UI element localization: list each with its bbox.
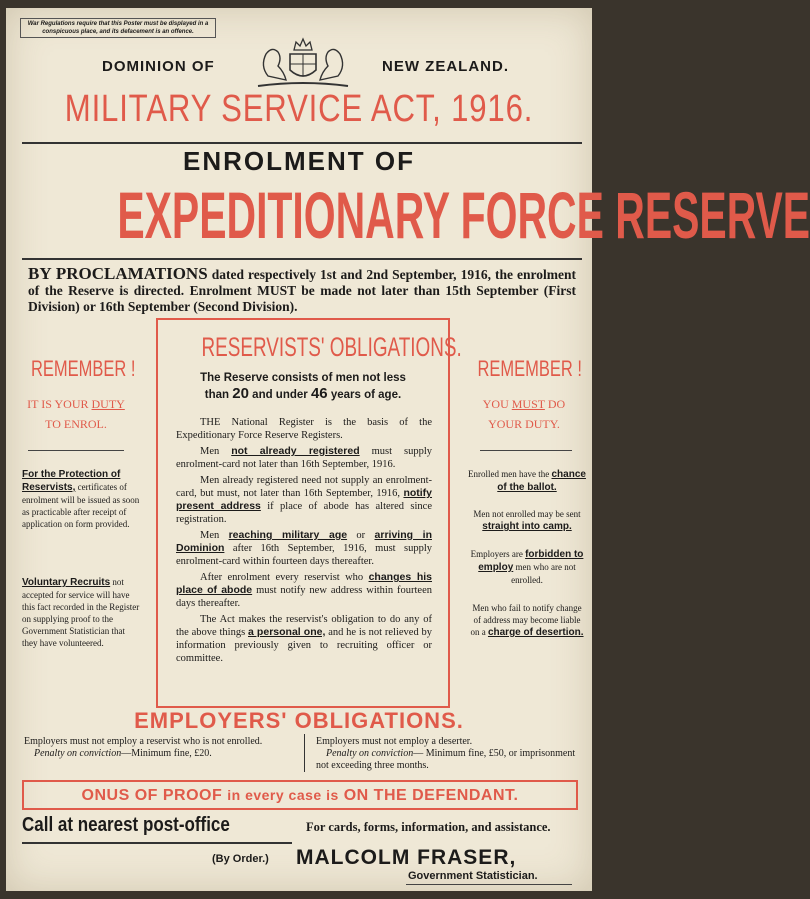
war-regulations-notice: War Regulations require that this Poster must be displayed in a conspicuous place, and its defacement is an offence.: [20, 18, 216, 38]
left-line1b: DUTY: [91, 397, 125, 411]
divider: [22, 258, 582, 260]
age-b: than: [204, 389, 230, 401]
proclamation-text: [28, 266, 576, 315]
ob-p3a: Men already registered need not supply an enrolment-card, but must, not later than 16th September, 1916,: [176, 475, 432, 499]
poster: [6, 8, 810, 891]
employers-divider: [304, 734, 305, 772]
ob-p1: THE National Register is the basis of the Expeditionary Force Reserve Registers.: [176, 417, 432, 441]
obligations-title: RESERVISTS' OBLIGATIONS.: [201, 332, 462, 362]
age-c: and under: [252, 389, 308, 401]
emp-r2b: — Minimum fine, £50, or imprisonment not exceeding three months.: [316, 748, 576, 771]
ob-p5c: must notify new address within fourteen days thereafter.: [176, 585, 433, 609]
right-desertion: [468, 602, 586, 639]
right-line1a: YOU: [482, 397, 509, 411]
age-d: years of age.: [330, 389, 402, 401]
left-protection: [22, 468, 140, 530]
main-title: EXPEDITIONARY FORCE RESERVE: [117, 178, 810, 252]
des-a: Men who fail to notify change of address may become liable on a: [470, 603, 582, 637]
employers-left: [24, 736, 294, 760]
right-employers: [468, 548, 586, 586]
divider: [22, 842, 292, 844]
ob-p4: [176, 529, 432, 568]
onus-b: in every case is: [227, 787, 339, 803]
employers-right: [316, 736, 584, 772]
ob-p5b: changes his place of abode: [176, 571, 432, 596]
emp-l2b: —Minimum fine, £20.: [121, 748, 212, 759]
emp-r1: Employers must not employ a deserter.: [316, 736, 473, 747]
right-remember: REMEMBER !: [477, 356, 583, 381]
ob-p5: [176, 571, 432, 610]
ballot-a: Enrolled men have the: [468, 469, 550, 479]
emp-c: men who are not enrolled.: [511, 562, 576, 585]
ob-p4a: Men: [200, 530, 220, 541]
ob-p2: [176, 445, 432, 471]
employers-title: EMPLOYERS' OBLIGATIONS.: [134, 708, 464, 733]
onus-a: ONUS OF PROOF: [81, 787, 223, 804]
header-new-zealand: NEW ZEALAND.: [382, 58, 509, 75]
age-a: The Reserve consists of men not less: [200, 372, 406, 384]
ob-p4c: or: [356, 530, 366, 541]
ballot-b: chance of the ballot.: [497, 469, 586, 493]
ob-p4d: arriving in Dominion: [176, 529, 432, 554]
camp-b: straight into camp.: [482, 521, 572, 532]
camp-a: Men not enrolled may be sent: [473, 509, 581, 519]
age-max: 46: [310, 385, 328, 402]
act-title: MILITARY SERVICE ACT, 1916.: [64, 88, 534, 130]
call-post-office: Call at nearest post-office: [22, 814, 230, 836]
des-b: charge of desertion.: [487, 627, 584, 638]
left-remember: REMEMBER !: [31, 356, 136, 381]
voluntary-title: Voluntary Recruits: [22, 577, 111, 588]
enrolment-heading: ENROLMENT OF: [183, 146, 415, 176]
right-bar: [480, 450, 572, 451]
ob-p3b: notify present address: [176, 487, 433, 512]
emp-a: Employers are: [470, 549, 523, 559]
ob-p4e: after 16th September, 1916, must supply enrolment-card within fourteen days thereafter.: [176, 543, 432, 567]
left-line1a: IT IS YOUR: [27, 397, 89, 411]
signatory-name: MALCOLM FRASER,: [296, 846, 517, 869]
signature-underline: [406, 884, 572, 885]
left-bar: [28, 450, 124, 451]
obligations-age: [176, 370, 430, 403]
ob-p4b: reaching military age: [228, 529, 348, 541]
right-ballot: [468, 468, 586, 494]
ob-p6a: The Act makes the reservist's obligation to do any of the above things: [176, 614, 432, 638]
ob-p6: [176, 613, 432, 665]
ob-p3c: if place of abode has altered since registration.: [176, 501, 433, 525]
ob-p6c: and he is not relieved by information previously given to recruiting officer or committee.: [176, 627, 433, 664]
emp-l1: Employers must not employ a reservist who is not enrolled.: [24, 736, 263, 747]
onus-c: ON THE DEFENDANT.: [343, 787, 519, 804]
proclamation-lead: BY PROCLAMATIONS: [28, 264, 208, 283]
left-duty-line: [16, 394, 136, 434]
right-line2: YOUR DUTY.: [488, 417, 560, 431]
voluntary-text: not accepted for service will have this fact recorded in the Register on supplying proof to the Government Statistician that they have volunteered.: [22, 577, 140, 648]
protection-title: For the Protection of Reservists,: [22, 469, 121, 493]
obligations-text: [176, 416, 432, 668]
right-line1c: DO: [547, 397, 566, 411]
emp-l2a: Penalty on conviction: [34, 748, 122, 759]
ob-p2a: Men: [200, 446, 220, 457]
onus-of-proof-banner: [22, 780, 578, 810]
ob-p3: [176, 474, 432, 526]
ob-p2c: must supply enrolment-card not later than 16th September, 1916.: [176, 446, 432, 470]
ob-p5a: After enrolment every reservist who: [200, 572, 364, 583]
header-dominion: DOMINION OF: [102, 58, 215, 75]
signatory-title: Government Statistician.: [408, 870, 538, 882]
coat-of-arms-icon: [248, 36, 358, 88]
ob-p2b: not already registered: [231, 445, 360, 457]
reservists-obligations-box: [156, 318, 462, 708]
by-order: (By Order.): [212, 853, 269, 865]
cards-forms-text: For cards, forms, information, and assistance.: [306, 820, 551, 834]
age-min: 20: [232, 385, 249, 402]
right-duty-line: [462, 394, 586, 434]
ob-p6b: a personal one,: [248, 626, 326, 638]
emp-b: forbidden to employ: [478, 549, 584, 573]
left-line2: TO ENROL.: [45, 417, 107, 431]
right-line1b: MUST: [511, 397, 545, 411]
protection-text: certificates of enrolment will be issued as soon as practicable after receipt of application on form provided.: [22, 482, 140, 529]
emp-r2a: Penalty on conviction: [326, 748, 414, 759]
right-camp: [468, 508, 586, 533]
divider: [22, 142, 582, 144]
left-voluntary: [22, 576, 140, 649]
proclamation-body: dated respectively 1st and 2nd September, 1916, the enrolment of the Reserve is directed. Enrolment MUST be made not later than 15th September (First Division) or 16th September (Second Division).: [28, 267, 577, 314]
